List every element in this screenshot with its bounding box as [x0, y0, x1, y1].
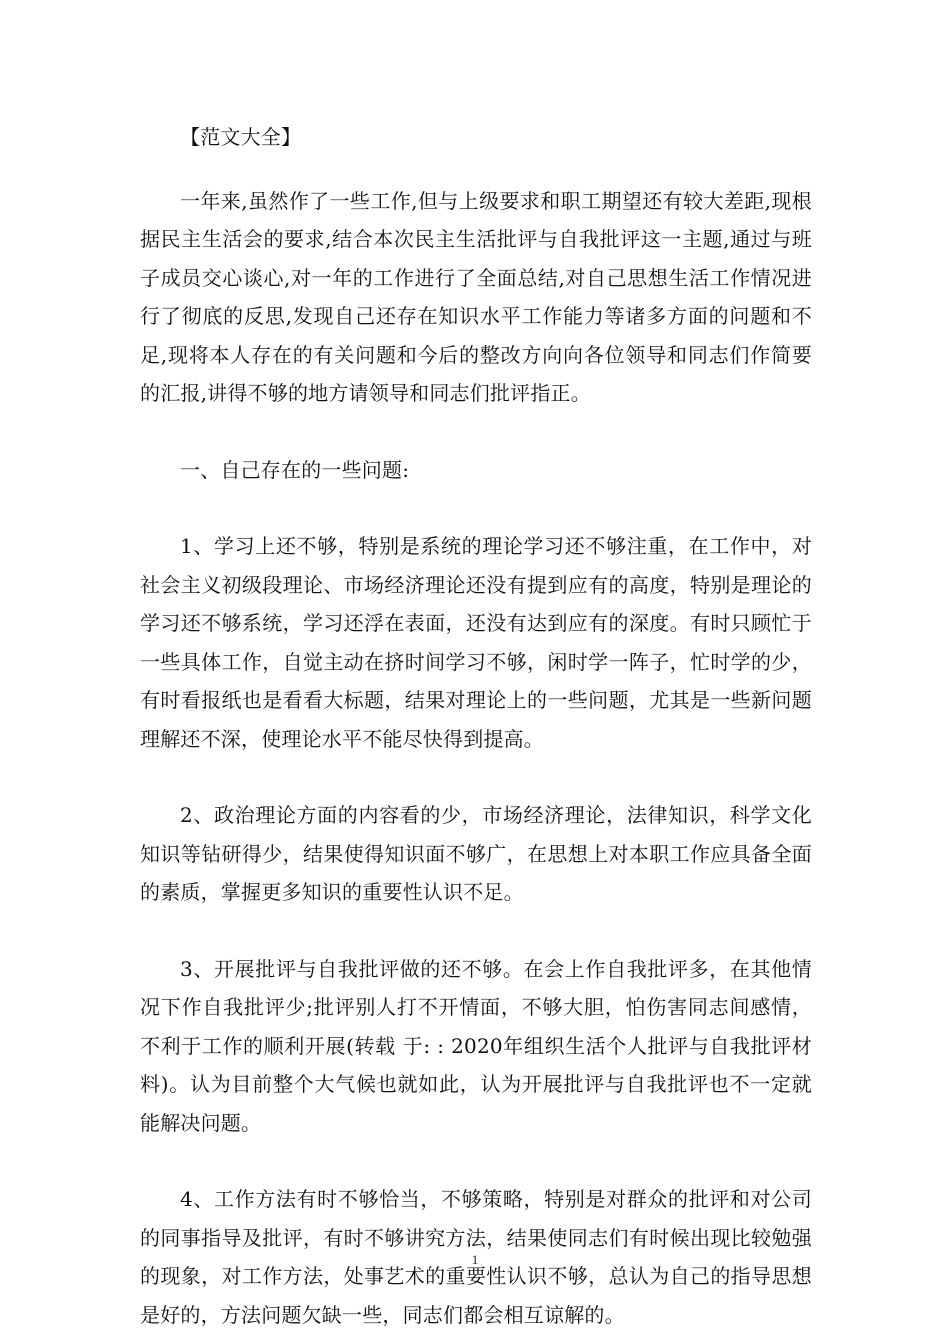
intro-paragraph: 一年来,虽然作了一些工作,但与上级要求和职工期望还有较大差距,现根据民主生活会的要求,结合本次民主生活批评与自我批评这一主题,通过与班子成员交心谈心,对一年的工作进行了全面总结,对自己思想生活工作情况进行了彻底的反思,发现自己还存在知识水平工作能力等诸多方面的问题和不足,现将本人存在的有关问题和今后的整改方向向各位领导和同志们作简要的汇报,讲得不够的地方请领导和同志们批评指正。: [140, 188, 812, 405]
section-heading: 一、自己存在的一些问题:: [180, 457, 410, 482]
problem-item-4: 4、工作方法有时不够恰当，不够策略，特别是对群众的批评和对公司的同事指导及批评，有时不够讲究方法，结果使同志们有时候出现比较勉强的现象，对工作方法，处事艺术的重要性认识不够，总认为自己的指导思想是好的，方法问题欠缺一些，同志们都会相互谅解的。: [140, 1187, 812, 1327]
problem-item-2: 2、政治理论方面的内容看的少，市场经济理论，法律知识，科学文化知识等钻研得少，结果使得知识面不够广，在思想上对本职工作应具备全面的素质，掌握更多知识的重要性认识不足。: [140, 803, 812, 904]
problem-item-3: 3、开展批评与自我批评做的还不够。在会上作自我批评多，在其他情况下作自我批评少;批评别人打不开情面，不够大胆，怕伤害同志间感情，不利于工作的顺利开展(转载 于: : 2020年组织生活个人批评与自我批评材料)。认为目前整个大气候也就如此，认为开展批评与自我批评也不一定就能解决问题。: [140, 956, 812, 1135]
document-body: [140, 118, 812, 1334]
document-title: 【范文大全】: [180, 125, 302, 149]
problem-item-1: 1、学习上还不够，特别是系统的理论学习还不够注重，在工作中，对社会主义初级段理论、市场经济理论还没有提到应有的高度，特别是理论的学习还不够系统，学习还浮在表面，还没有达到应有的深度。有时只顾忙于一些具体工作，自觉主动在挤时间学习不够，闲时学一阵子，忙时学的少，有时看报纸也是看看大标题，结果对理论上的一些问题，尤其是一些新问题理解还不深，使理论水平不能尽快得到提高。: [140, 534, 812, 751]
page-number: 1: [471, 1252, 479, 1267]
